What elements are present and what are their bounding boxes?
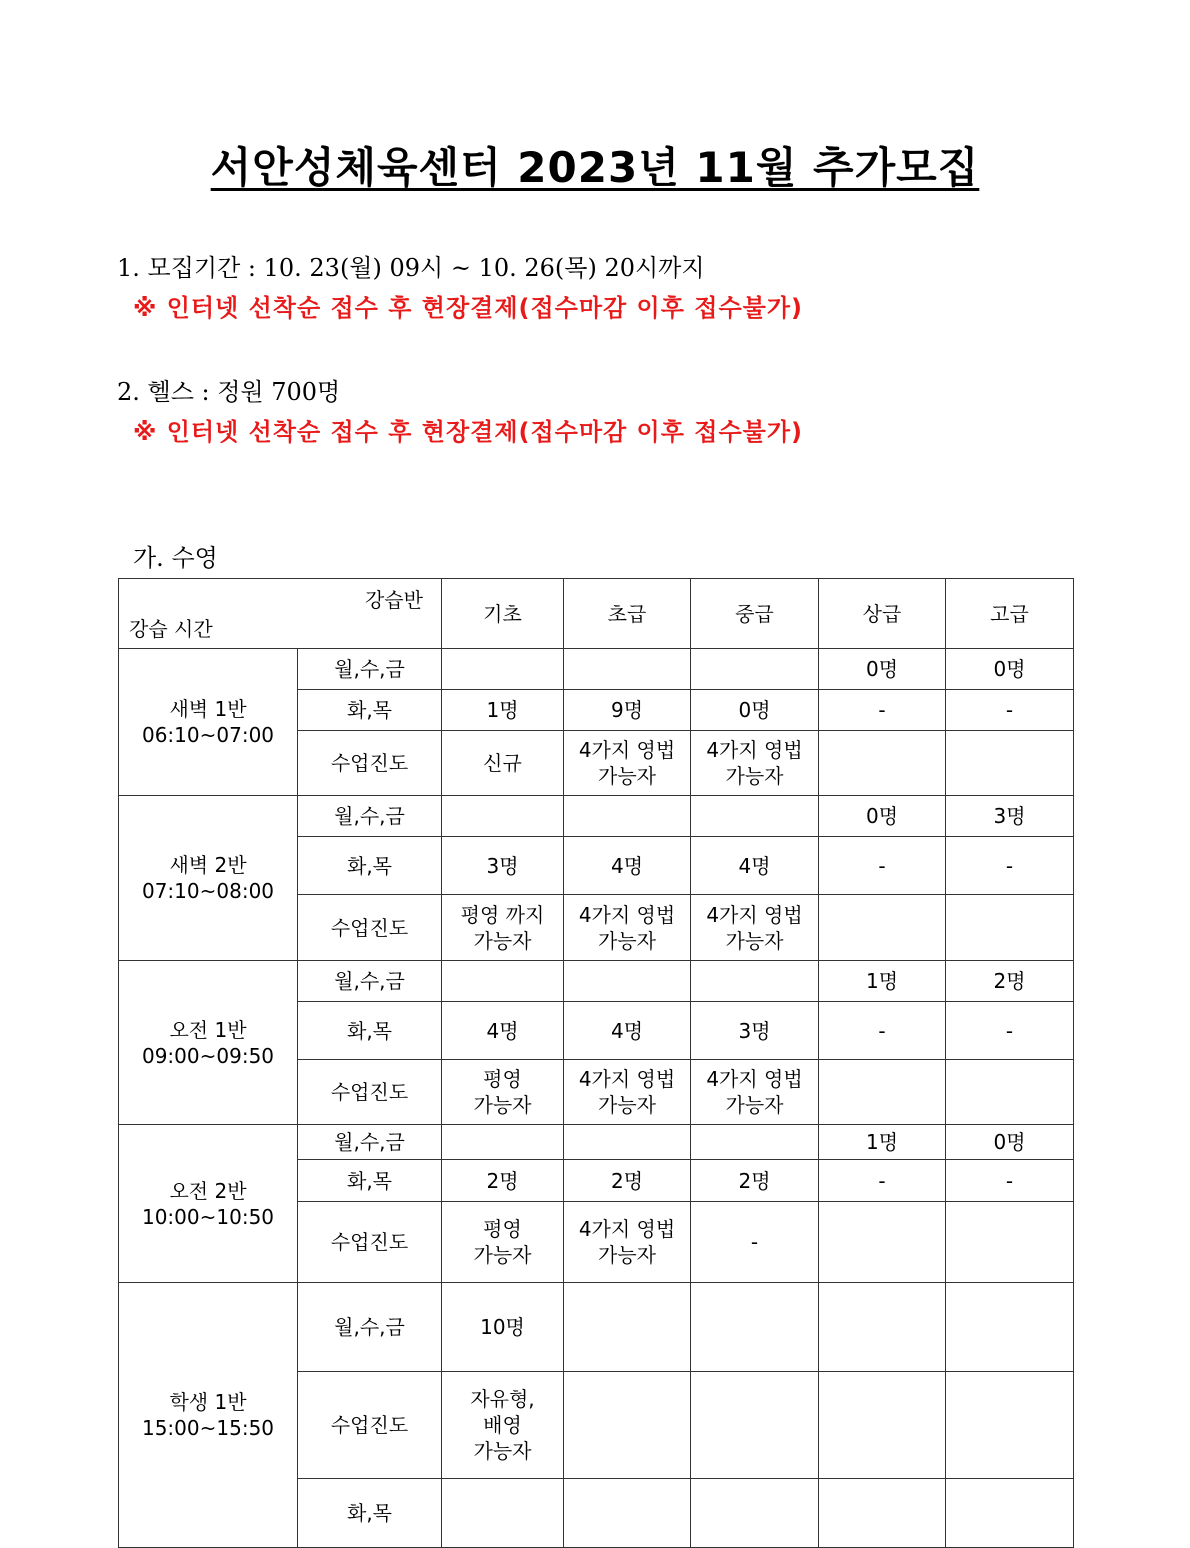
count-cell [691, 649, 819, 690]
swimming-schedule-table [118, 578, 1074, 1548]
count-cell [819, 1283, 946, 1372]
count-cell: 9명 [564, 690, 691, 731]
count-cell: - [819, 1002, 946, 1060]
count-cell [564, 1283, 691, 1372]
class-block-time: 07:10~08:00 [141, 879, 275, 903]
count-cell: 1명 [819, 1125, 946, 1160]
class-block-time: 15:00~15:50 [141, 1416, 275, 1440]
count-cell: 4가지 영법 가능자 [564, 1060, 691, 1125]
class-block-time: 10:00~10:50 [141, 1204, 275, 1229]
count-cell [442, 649, 564, 690]
day-cell: 화,목 [298, 837, 442, 895]
count-cell: 자유형, 배영 가능자 [442, 1372, 564, 1479]
count-cell: 1명 [442, 690, 564, 731]
count-cell [819, 731, 946, 796]
count-cell: 3명 [442, 837, 564, 895]
count-cell: - [819, 837, 946, 895]
class-block-time: 09:00~09:50 [141, 1043, 275, 1068]
count-cell: 4명 [442, 1002, 564, 1060]
count-cell: 4가지 영법 가능자 [691, 731, 819, 796]
fitness-capacity: 2. 헬스 : 정원 700명 [117, 378, 341, 406]
table-row [119, 961, 1074, 1002]
count-cell [691, 1283, 819, 1372]
count-cell: 4명 [564, 1002, 691, 1060]
table-header-row [119, 579, 1074, 649]
count-cell [691, 1372, 819, 1479]
day-cell: 월,수,금 [298, 649, 442, 690]
header-level-basic: 기초 [442, 579, 564, 649]
table-row [119, 1283, 1074, 1372]
count-cell: 3명 [691, 1002, 819, 1060]
count-cell: 3명 [946, 796, 1074, 837]
count-cell: 평영 까지 가능자 [442, 895, 564, 961]
count-cell: 신규 [442, 731, 564, 796]
count-cell: 4가지 영법 가능자 [691, 1060, 819, 1125]
count-cell: 4가지 영법 가능자 [564, 895, 691, 961]
count-cell [819, 895, 946, 961]
count-cell: 4명 [691, 837, 819, 895]
count-cell [819, 1202, 946, 1283]
count-cell: 2명 [946, 961, 1074, 1002]
page-title [0, 135, 1190, 195]
count-cell [691, 1125, 819, 1160]
count-cell: 4가지 영법 가능자 [564, 1202, 691, 1283]
count-cell [564, 1479, 691, 1548]
swimming-heading: 가. 수영 [133, 544, 218, 572]
day-cell: 월,수,금 [298, 796, 442, 837]
count-cell: - [946, 837, 1074, 895]
count-cell: 4명 [564, 837, 691, 895]
count-cell: - [691, 1202, 819, 1283]
count-cell: - [819, 1160, 946, 1202]
class-block-name: 새벽 2반 [169, 853, 247, 877]
count-cell [946, 1202, 1074, 1283]
count-cell [946, 1283, 1074, 1372]
count-cell [564, 649, 691, 690]
count-cell [564, 1125, 691, 1160]
count-cell [564, 961, 691, 1002]
day-cell: 월,수,금 [298, 1125, 442, 1160]
count-cell: 1명 [819, 961, 946, 1002]
header-level-advanced: 상급 [819, 579, 946, 649]
day-cell: 화,목 [298, 690, 442, 731]
class-block-cell [119, 1125, 298, 1283]
count-cell: 0명 [691, 690, 819, 731]
day-cell: 화,목 [298, 1002, 442, 1060]
day-cell: 수업진도 [298, 1202, 442, 1283]
count-cell: 평영 가능자 [442, 1202, 564, 1283]
header-corner-cell [119, 579, 442, 649]
class-block-name: 학생 1반 [169, 1390, 247, 1414]
header-level-beginner: 초급 [564, 579, 691, 649]
count-cell [946, 1479, 1074, 1548]
count-cell [442, 1125, 564, 1160]
count-cell: 4가지 영법 가능자 [691, 895, 819, 961]
count-cell: 평영 가능자 [442, 1060, 564, 1125]
day-cell: 화,목 [298, 1160, 442, 1202]
count-cell [946, 1372, 1074, 1479]
class-block-cell [119, 961, 298, 1125]
count-cell: 0명 [946, 1125, 1074, 1160]
day-cell: 수업진도 [298, 731, 442, 796]
class-block-name: 오전 1반 [169, 1017, 247, 1042]
table-row [119, 796, 1074, 837]
count-cell [819, 1479, 946, 1548]
day-cell: 월,수,금 [298, 961, 442, 1002]
class-block-time: 06:10~07:00 [141, 723, 275, 747]
header-level-intermediate: 중급 [691, 579, 819, 649]
day-cell: 수업진도 [298, 895, 442, 961]
count-cell [946, 731, 1074, 796]
count-cell: 4가지 영법 가능자 [564, 731, 691, 796]
day-cell: 수업진도 [298, 1372, 442, 1479]
count-cell: 10명 [442, 1283, 564, 1372]
count-cell: - [819, 690, 946, 731]
recruit-period: 1. 모집기간 : 10. 23(월) 09시 ~ 10. 26(목) 20시까지 [117, 254, 705, 282]
count-cell [946, 1060, 1074, 1125]
day-cell: 수업진도 [298, 1060, 442, 1125]
title-text: 서안성체육센터 2023년 11월 추가모집 [210, 143, 980, 192]
header-level-expert: 고급 [946, 579, 1074, 649]
class-block-cell [119, 1283, 298, 1548]
count-cell: 0명 [819, 649, 946, 690]
count-cell [442, 796, 564, 837]
count-cell: 2명 [691, 1160, 819, 1202]
recruit-period-note: ※ 인터넷 선착순 접수 후 현장결제(접수마감 이후 접수불가) [133, 294, 803, 322]
count-cell [691, 961, 819, 1002]
count-cell [819, 1060, 946, 1125]
day-cell: 월,수,금 [298, 1283, 442, 1372]
count-cell [691, 796, 819, 837]
count-cell: 0명 [946, 649, 1074, 690]
class-block-cell [119, 649, 298, 796]
header-class-label: 강습반 [365, 588, 423, 612]
header-time-label: 강습 시간 [129, 617, 213, 641]
count-cell: 2명 [564, 1160, 691, 1202]
count-cell [946, 895, 1074, 961]
count-cell [691, 1479, 819, 1548]
class-block-cell [119, 796, 298, 961]
count-cell [442, 961, 564, 1002]
count-cell [819, 1372, 946, 1479]
class-block-name: 새벽 1반 [169, 697, 247, 721]
count-cell: - [946, 690, 1074, 731]
day-cell: 화,목 [298, 1479, 442, 1548]
table-row [119, 649, 1074, 690]
count-cell: 2명 [442, 1160, 564, 1202]
count-cell: - [946, 1160, 1074, 1202]
count-cell [564, 796, 691, 837]
fitness-note: ※ 인터넷 선착순 접수 후 현장결제(접수마감 이후 접수불가) [133, 418, 803, 446]
class-block-name: 오전 2반 [169, 1178, 247, 1203]
table-row [119, 1125, 1074, 1160]
count-cell [442, 1479, 564, 1548]
count-cell: - [946, 1002, 1074, 1060]
count-cell [564, 1372, 691, 1479]
count-cell: 0명 [819, 796, 946, 837]
